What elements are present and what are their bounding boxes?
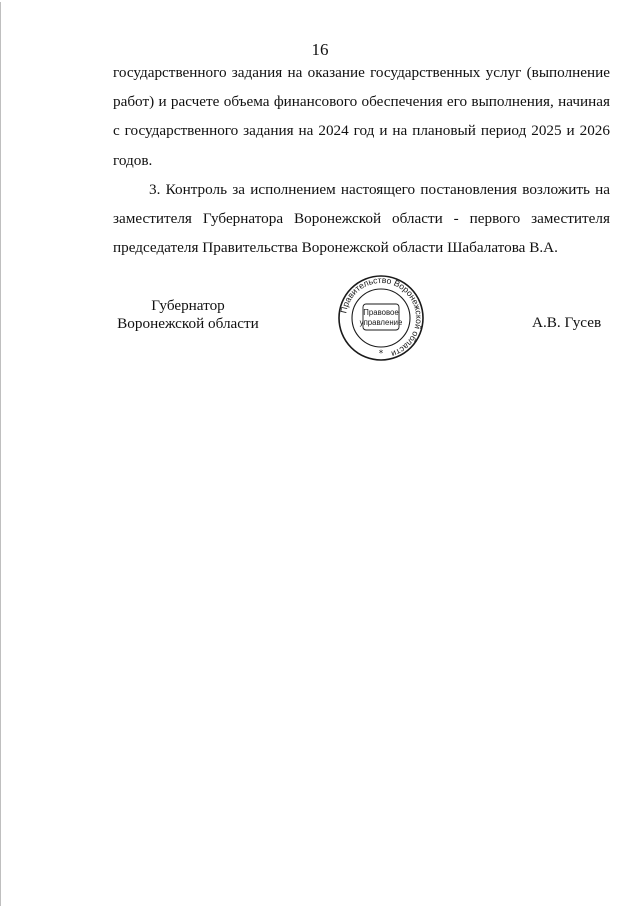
signer-title-line-2: Воронежской области [117,315,259,332]
stamp-inner-line-2: управление [359,318,403,327]
scan-edge-line [0,2,1,906]
document-body [113,58,610,262]
official-stamp [337,274,425,362]
paragraph-item-3: 3. Контроль за исполнением настоящего постановления возложить на заместителя Губернатора Воронежской области - первого заместителя председателя Правительства Воронежской области Шабалатова В.А. [113,180,610,257]
stamp-inner-line-1: Правовое [363,308,399,317]
signer-name: А.В. Гусев [532,314,602,331]
signer-title [113,297,263,333]
stamp-outer-text-path: Правительство Воронежской области [338,274,425,360]
page-number: 16 [311,40,329,59]
stamp-star-icon: * [378,349,384,359]
paragraph-continuation: государственного задания на оказание государственных услуг (выполнение работ) и расчете объема финансового обеспечения его выполнения, начиная с государственного задания на 2024 год и на плановый период 2025 и 2026 годов. [113,64,610,169]
signer-title-line-1: Губернатор [151,297,225,314]
